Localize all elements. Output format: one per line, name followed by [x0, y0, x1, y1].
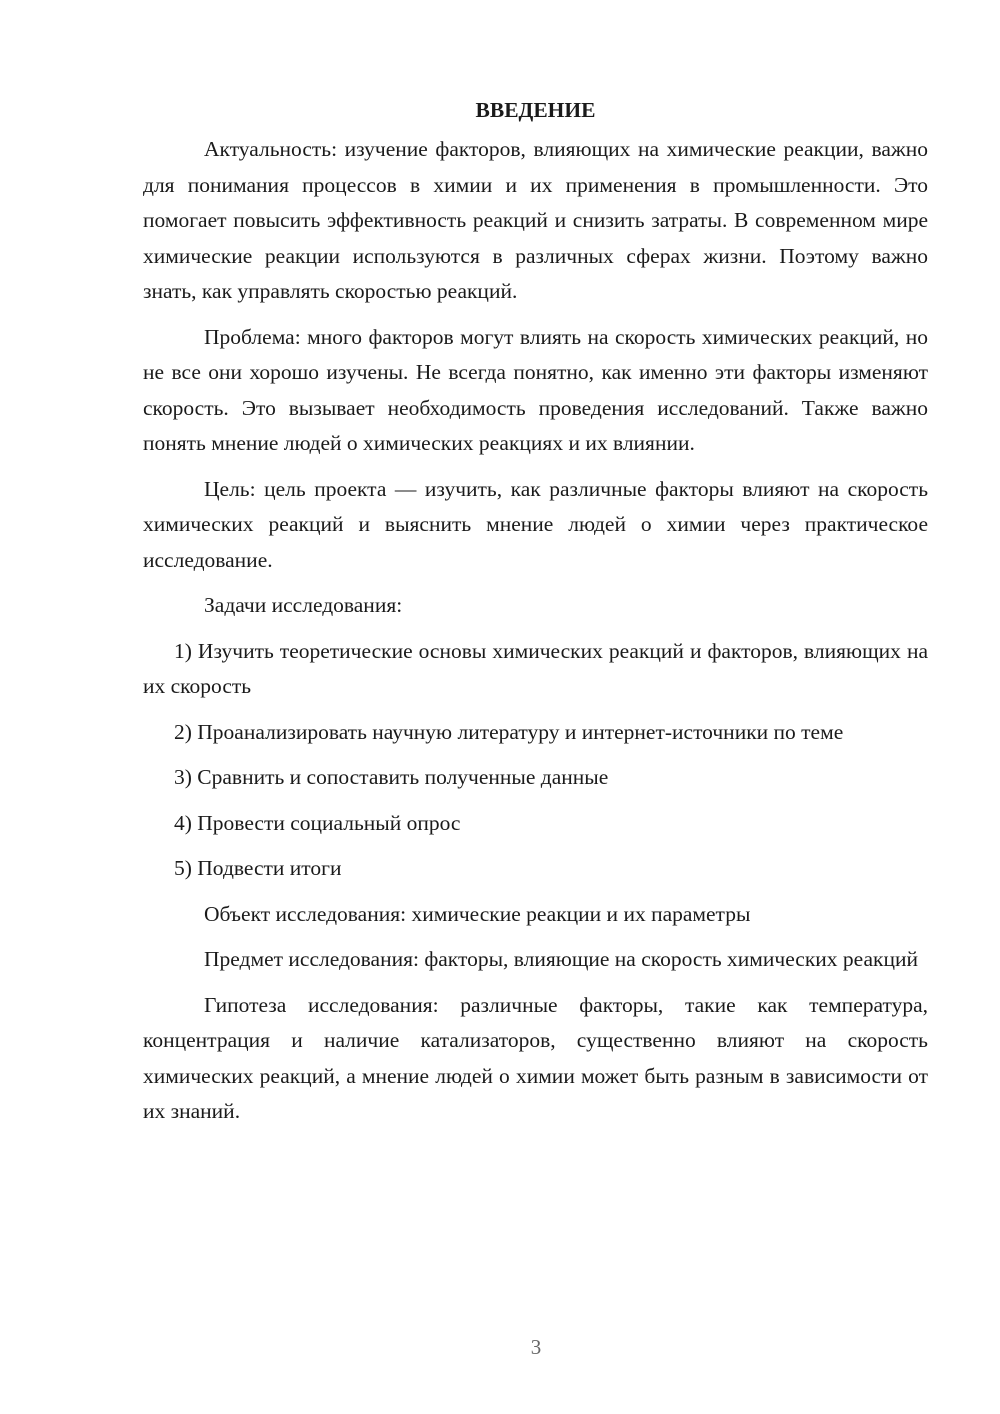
page-number: 3 — [530, 1335, 542, 1359]
hypothesis-paragraph: Гипотеза исследования: различные факторы, такие как температура, концентрация и наличие катализаторов, существенно влияют на скорость химических реакций, а мнение людей о химии может быть разным в зависимости от их знаний. — [143, 992, 928, 1123]
page-title: ВВЕДЕНИЕ — [475, 98, 596, 122]
subject-paragraph: Предмет исследования: факторы, влияющие на скорость химических реакций — [204, 947, 918, 971]
relevance-paragraph: Актуальность: изучение факторов, влияющих на химические реакции, важно для понимания процессов в химии и их применения в промышленности. Это помогает повысить эффективность реакций и снизить затраты. В современном мире химические реакции используются в различных сферах жизни. Поэтому важно знать, как управлять скоростью реакций. — [143, 137, 928, 303]
list-item: 3) Сравнить и сопоставить полученные данные — [174, 765, 609, 789]
tasks-heading: Задачи исследования: — [204, 593, 403, 617]
page-content — [143, 93, 928, 1130]
list-item: 4) Провести социальный опрос — [174, 810, 461, 835]
problem-paragraph: Проблема: много факторов могут влиять на скорость химических реакций, но не все они хорошо изучены. Не всегда понятно, как именно эти факторы изменяют скорость. Это вызывает необходимость проведения исследований. Также важно понять мнение людей о химических реакциях и их влиянии. — [143, 324, 928, 455]
list-item: 1) Изучить теоретические основы химических реакций и факторов, влияющих на их скорость — [143, 638, 928, 698]
tasks-list — [143, 634, 928, 887]
list-item: 5) Подвести итоги — [174, 856, 342, 880]
goal-paragraph: Цель: цель проекта — изучить, как различные факторы влияют на скорость химических реакций и выяснить мнение людей о химии через практическое исследование. — [143, 476, 928, 572]
list-item: 2) Проанализировать научную литературу и интернет-источники по теме — [174, 719, 844, 744]
object-paragraph: Объект исследования: химические реакции и их параметры — [204, 901, 751, 926]
